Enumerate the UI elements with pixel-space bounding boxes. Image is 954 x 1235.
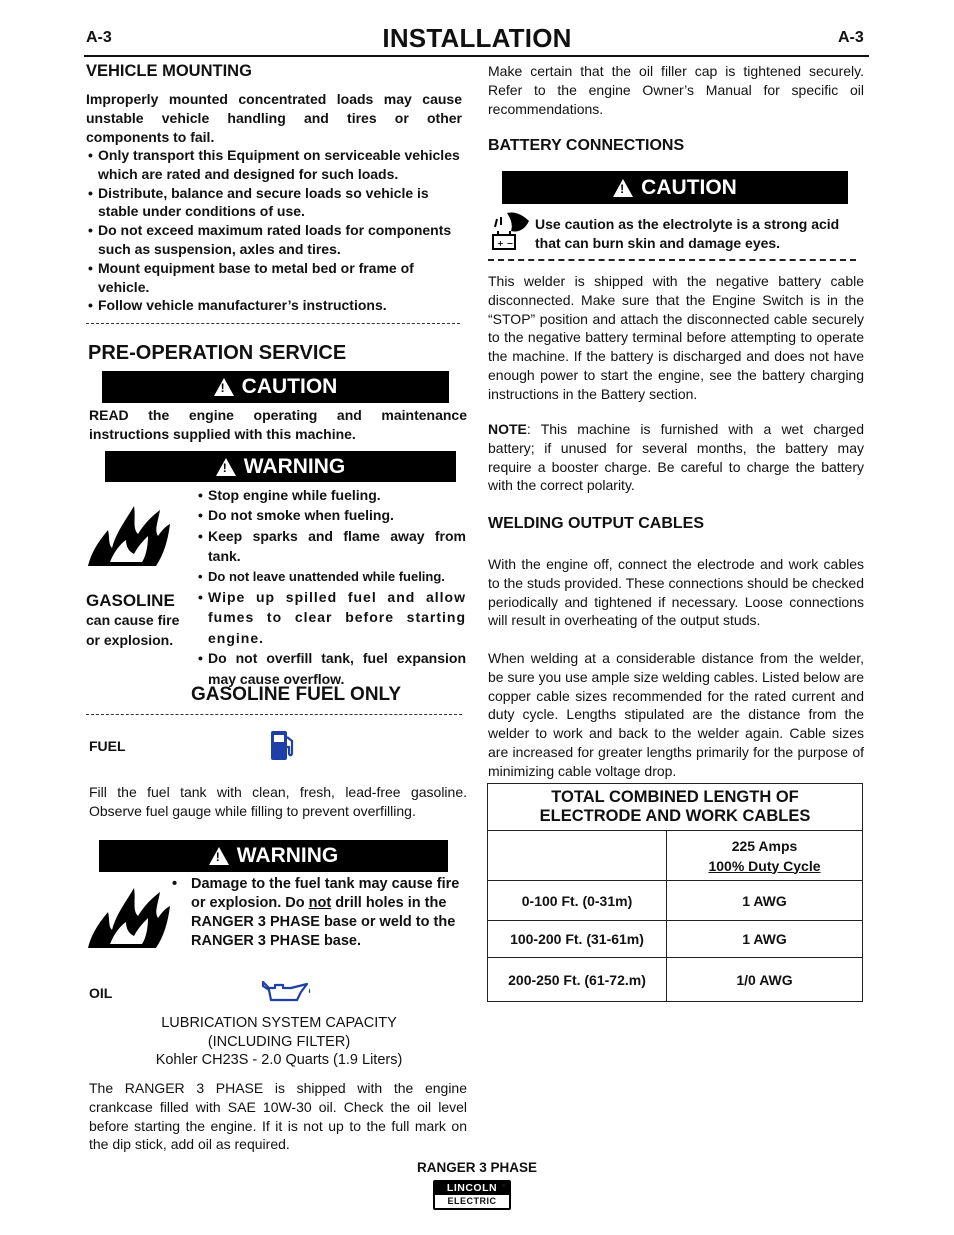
- fuel-pump-icon: [270, 729, 296, 761]
- gasoline-fuel-only: GASOLINE FUEL ONLY: [191, 684, 402, 705]
- fuel-bullet: • Do not overfill tank, fuel expansion may cause overflow.: [196, 648, 466, 689]
- logo-top: LINCOLN: [435, 1182, 509, 1195]
- fuel-bullet: • Do not smoke when fueling.: [196, 505, 466, 525]
- vehicle-bullet: • Distribute, balance and secure loads so vehicle is stable under conditions of use.: [86, 184, 462, 222]
- cable-length-cell: 200-250 Ft. (61-72.m): [488, 958, 667, 1002]
- table-header-amps: [667, 831, 863, 881]
- lincoln-electric-logo: [433, 1180, 511, 1210]
- vehicle-bullet-list: [86, 146, 462, 315]
- battery-caution-text: Use caution as the electrolyte is a strong acid that can burn skin and damage eyes.: [535, 216, 840, 251]
- note-text: : This machine is furnished with a wet charged battery; if unused for several months, the battery may require a booster charge. Be careful to charge the battery with the correct polarity.: [488, 421, 864, 494]
- table-title-line: TOTAL COMBINED LENGTH OF: [551, 788, 799, 806]
- fire-icon: [86, 500, 172, 568]
- svg-text:+ −: + −: [497, 239, 514, 248]
- fuel-bullet-list: [196, 485, 466, 689]
- warning-label: WARNING: [243, 454, 346, 478]
- divider: [488, 259, 856, 261]
- divider: [86, 714, 462, 715]
- fuel-bullet: • Stop engine while fueling.: [196, 485, 466, 505]
- page-title: INSTALLATION: [382, 23, 572, 53]
- fuel-heading: FUEL: [89, 738, 126, 754]
- warning2-text: [191, 875, 466, 951]
- table-header-row: [488, 831, 863, 881]
- logo-bottom: ELECTRIC: [447, 1196, 497, 1206]
- warning-triangle-icon: [613, 179, 633, 197]
- table-title: [488, 784, 863, 831]
- header-rule: [84, 55, 869, 57]
- gasoline-label: GASOLINE: [86, 591, 175, 610]
- fuel-bullet: • Do not leave unattended while fueling.: [196, 567, 466, 587]
- divider: [86, 323, 460, 324]
- battery-text: This welder is shipped with the negative battery cable disconnected. Make sure that the Engine Switch is in the “STOP” position and attach the disconnected cable securely to the negative battery terminal before attempting to operate the machine. If the battery is discharged and does not have enough power to start the engine, see the battery charging instructions in the Battery section.: [488, 273, 864, 402]
- vehicle-bullet: • Only transport this Equipment on serviceable vehicles which are rated and designed for such loads.: [86, 146, 462, 184]
- warning-triangle-icon: [214, 378, 234, 396]
- vehicle-bullet: • Follow vehicle manufacturer’s instructions.: [86, 296, 462, 315]
- oil-text: The RANGER 3 PHASE is shipped with the engine crankcase filled with SAE 10W-30 oil. Check the oil level before starting the engine. If it is not up to the full mark on the dip stick, add oil as required.: [89, 1080, 467, 1153]
- warning-label: WARNING: [236, 844, 339, 867]
- lube-line: LUBRICATION SYSTEM CAPACITY: [161, 1015, 397, 1031]
- cable-size-cell: 1 AWG: [667, 881, 863, 921]
- warning2-text-part: Damage to the fuel tank may cause fire or explosion. Do: [191, 876, 460, 911]
- table-title-row: [488, 784, 863, 831]
- cable-length-cell: 100-200 Ft. (31-61m): [488, 921, 667, 958]
- warning-triangle-icon: [209, 847, 229, 865]
- fuel-bullet: • Wipe up spilled fuel and allow fumes to clear before starting engine.: [196, 587, 466, 648]
- registered-mark-icon: ●: [501, 1180, 507, 1190]
- amps-label: 225 Amps: [731, 837, 798, 854]
- table-title-line: ELECTRODE AND WORK CABLES: [539, 807, 811, 825]
- lube-line: Kohler CH23S - 2.0 Quarts (1.9 Liters): [155, 1052, 403, 1068]
- warning-banner: [105, 451, 456, 482]
- page-number-left: A-3: [86, 29, 112, 46]
- warning-triangle-icon: [216, 458, 236, 476]
- footer-model: RANGER 3 PHASE: [416, 1160, 538, 1175]
- welding-paragraph-1: With the engine off, connect the electrode and work cables to the studs provided. These connections should be checked periodically and tightened if necessary. Loose connections will result in overheating of the output studs.: [488, 556, 864, 629]
- vehicle-bullet: • Mount equipment base to metal bed or frame of vehicle.: [86, 259, 462, 297]
- caution-label: CAUTION: [641, 175, 737, 199]
- fire-icon: [86, 880, 172, 950]
- caution-text: READ the engine operating and maintenance instructions supplied with this machine.: [89, 407, 467, 442]
- table-row: [488, 921, 863, 958]
- warning2-emphasis: not: [308, 895, 332, 911]
- battery-note: [488, 420, 864, 495]
- oil-can-icon: [261, 978, 315, 1004]
- note-label: NOTE: [488, 421, 527, 437]
- caution-banner: [502, 171, 848, 204]
- duty-cycle-label: 100% Duty Cycle: [708, 857, 821, 874]
- battery-heading: BATTERY CONNECTIONS: [488, 137, 685, 154]
- warning2-text-part: drill holes in the RANGER 3 PHASE base or weld to the RANGER 3 PHASE base.: [191, 895, 456, 949]
- caution-banner: [102, 371, 449, 403]
- pre-operation-heading: PRE-OPERATION SERVICE: [88, 342, 347, 364]
- caution-label: CAUTION: [241, 375, 338, 398]
- vehicle-intro: Improperly mounted concentrated loads may cause unstable vehicle handling and tires or other components to fail.: [86, 91, 462, 145]
- battery-acid-icon: [489, 211, 533, 251]
- table-row: [488, 958, 863, 1002]
- oil-continuation-text: Make certain that the oil filler cap is tightened securely. Refer to the engine Owner’s Manual for specific oil recommendations.: [488, 63, 864, 117]
- vehicle-bullet: • Do not exceed maximum rated loads for components such as suspension, axles and tires.: [86, 221, 462, 259]
- page-number-right: A-3: [838, 29, 864, 46]
- gasoline-subtext: can cause fire or explosion.: [86, 612, 180, 648]
- cable-length-cell: 0-100 Ft. (0-31m): [488, 881, 667, 921]
- table-row: [488, 881, 863, 921]
- fuel-bullet: • Keep sparks and flame away from tank.: [196, 526, 466, 567]
- cable-size-table: [487, 783, 863, 1002]
- lube-line: (INCLUDING FILTER): [207, 1033, 351, 1050]
- oil-heading: OIL: [89, 985, 113, 1001]
- welding-cables-heading: WELDING OUTPUT CABLES: [488, 515, 704, 532]
- welding-paragraph-2: When welding at a considerable distance from the welder, be sure you use ample size welding cables. Listed below are copper cable sizes recommended for the rated current and duty cycle. Lengths stipulated are the distance from the welder to work and back to the welder again. Cable sizes are increased for greater lengths primarily for the purpose of minimizing cable voltage drop.: [488, 650, 864, 779]
- cable-size-cell: 1 AWG: [667, 921, 863, 958]
- fuel-text: Fill the fuel tank with clean, fresh, lead-free gasoline. Observe fuel gauge while filling to prevent overfilling.: [89, 784, 467, 819]
- cable-size-cell: 1/0 AWG: [667, 958, 863, 1002]
- warning2-bullet-mark: •: [172, 876, 178, 892]
- table-header-empty: [488, 831, 667, 881]
- lube-capacity: [86, 1014, 472, 1070]
- vehicle-mounting-heading: VEHICLE MOUNTING: [86, 62, 252, 80]
- warning-banner: [99, 840, 448, 872]
